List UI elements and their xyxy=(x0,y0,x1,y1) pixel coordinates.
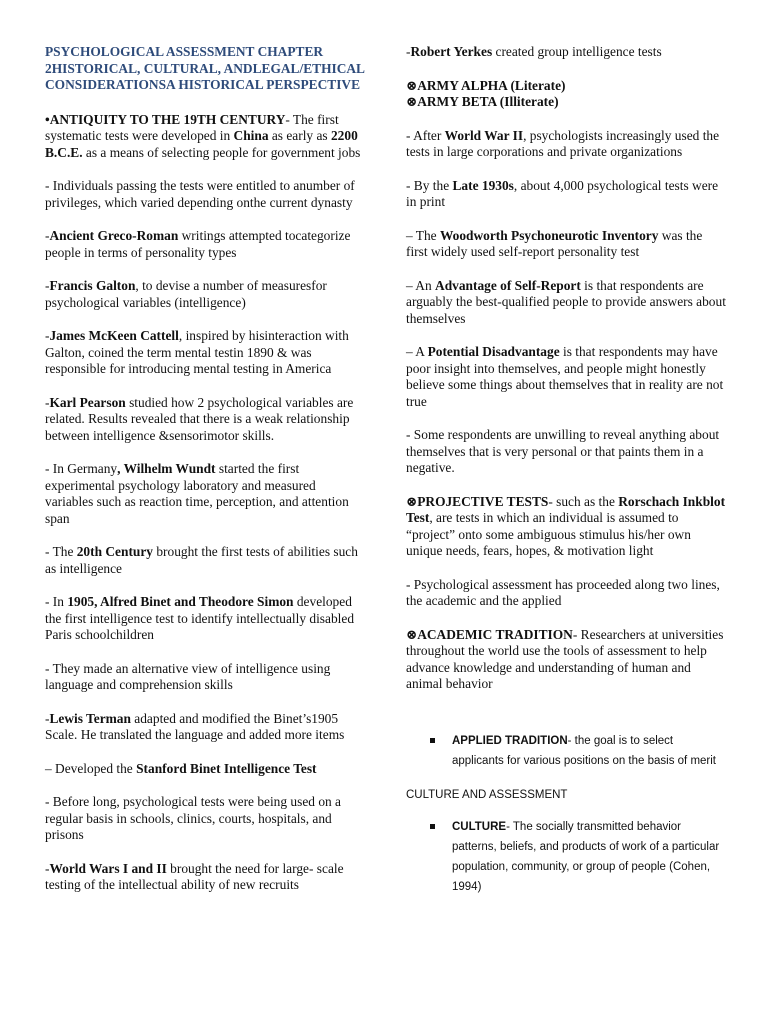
text: - After xyxy=(406,127,445,143)
paragraph-two-lines: - Psychological assessment has proceeded along two lines, the academic and the applied xyxy=(406,576,720,608)
bold-term: Lewis Terman xyxy=(49,710,131,726)
bold-term: Francis Galton xyxy=(49,278,136,293)
army-beta: ⊗ARMY BETA (Illiterate) xyxy=(406,94,559,109)
army-alpha: ⊗ARMY ALPHA (Literate) xyxy=(406,77,566,93)
bold-term: Ancient Greco-Roman xyxy=(49,228,179,243)
bold-term: CULTURE xyxy=(452,820,507,833)
text: as early as xyxy=(268,128,331,143)
paragraph-alternative-view: - They made an alternative view of intelligence using language and comprehension skills xyxy=(45,660,331,692)
paragraph-antiquity xyxy=(45,112,367,162)
bold-term: Advantage of Self-Report xyxy=(435,277,581,293)
paragraph-army-tests xyxy=(406,78,726,111)
text: - such as the xyxy=(548,493,619,509)
text: started the first experimental psychology laboratory and measured variables such as reaction time, perception, and attention span xyxy=(45,461,349,526)
bold-term: Karl Pearson xyxy=(49,394,126,410)
bold-term: Stanford Binet Intelligence Test xyxy=(136,760,317,776)
paragraph-ww2 xyxy=(406,128,726,161)
paragraph-pearson xyxy=(45,395,367,445)
text: - Researchers at universities throughout the world use the tools of assessment to help advance knowledge and understanding of human and animal behavior xyxy=(406,626,724,691)
text: created group intelligence tests xyxy=(492,44,662,59)
square-bullet-icon xyxy=(430,738,435,743)
text: - The xyxy=(45,544,77,559)
bold-term: ⊗PROJECTIVE TESTS xyxy=(406,493,549,509)
bold-term: 20th Century xyxy=(76,544,153,559)
bold-term: , Wilhelm Wundt xyxy=(117,461,216,476)
text: is that respondents are arguably the best-qualified people to provide answers about themselves xyxy=(406,277,726,326)
text: brought the need for large- scale testing of the intellectual ability of new recruits xyxy=(45,860,344,892)
bullet-dot: • xyxy=(45,111,50,127)
paragraph-world-wars xyxy=(45,861,367,894)
paragraph-1930s xyxy=(406,178,726,211)
paragraph-galton xyxy=(45,278,367,311)
paragraph-woodworth xyxy=(406,228,726,261)
bold-term: Rorschach Inkblot Test xyxy=(406,493,726,525)
paragraph-academic xyxy=(406,627,726,693)
bold-term: James McKeen Cattell xyxy=(49,328,179,343)
bullet-culture xyxy=(406,817,726,897)
left-column xyxy=(45,44,367,911)
bold-term: ⊗ACADEMIC TRADITION xyxy=(406,626,573,642)
text: – The xyxy=(406,227,440,243)
text: was the first widely used self-report personality test xyxy=(406,227,703,259)
paragraph-terman xyxy=(45,711,367,744)
bold-term: 2200 B.C.E. xyxy=(45,128,358,160)
document-title: PSYCHOLOGICAL ASSESSMENT CHAPTER 2HISTORICAL, CULTURAL, ANDLEGAL/ETHICAL CONSIDERATIONSA HISTORICAL PERSPECTIVE xyxy=(45,44,365,92)
text: - xyxy=(406,44,411,59)
paragraph-yerkes xyxy=(406,44,726,61)
paragraph-advantage xyxy=(406,278,726,328)
bold-term: World War II xyxy=(444,127,524,143)
paragraph-unwilling: - Some respondents are unwilling to reveal anything about themselves that is very personal or that paints them in a negative. xyxy=(406,427,720,475)
paragraph-stanford-binet xyxy=(45,761,367,778)
bold-term: World Wars I and II xyxy=(49,860,167,876)
bold-term: China xyxy=(233,128,269,143)
text: writings attempted tocategorize people in terms of personality types xyxy=(45,228,351,260)
paragraph-binet-simon xyxy=(45,594,367,644)
text: , about 4,000 psychological tests were in print xyxy=(406,177,719,209)
text: - xyxy=(45,710,50,726)
text: , are tests in which an individual is assumed to “project” onto some ambiguous stimulus his/her own unique needs, fears, hopes, & motivation light xyxy=(406,510,691,558)
section-heading-culture: CULTURE AND ASSESSMENT xyxy=(406,788,568,801)
text: is that respondents may have poor insight into themselves, and people might honestly believe some things about themselves that in reality are not true xyxy=(406,344,724,409)
paragraph-greco-roman xyxy=(45,228,367,261)
text: as a means of selecting people for government jobs xyxy=(82,144,361,160)
bold-term: 1905, Alfred Binet and Theodore Simon xyxy=(67,594,294,609)
paragraph-regular-basis: - Before long, psychological tests were being used on a regular basis in schools, clinics, courts, hospitals, and prisons xyxy=(45,794,341,842)
right-column xyxy=(406,44,726,913)
text: - xyxy=(45,278,50,293)
bold-term: APPLIED TRADITION xyxy=(452,734,568,747)
paragraph-20th-century xyxy=(45,544,367,577)
paragraph-privileges: - Individuals passing the tests were entitled to anumber of privileges, which varied depending onthe current dynasty xyxy=(45,178,355,210)
text: - In Germany xyxy=(45,461,118,476)
text: - xyxy=(45,394,50,410)
bullet-applied-tradition xyxy=(406,731,726,771)
text: - The socially transmitted behavior patterns, beliefs, and products of work of a particular population, community, or group of people (Cohen, 1994) xyxy=(452,820,720,893)
text: adapted and modified the Binet’s1905 Scale. He translated the language and added more items xyxy=(45,710,345,742)
text: - In xyxy=(45,594,68,609)
bold-term: Late 1930s xyxy=(452,177,514,193)
text: - xyxy=(45,228,50,243)
text: studied how 2 psychological variables are related. Results revealed that there is a weak relationship between intelligence &sensorimotor skills. xyxy=(45,394,354,443)
paragraph-disadvantage xyxy=(406,344,726,410)
text: - xyxy=(45,860,50,876)
paragraph-cattell xyxy=(45,328,367,378)
text: – An xyxy=(406,277,436,293)
text: - By the xyxy=(406,177,453,193)
text: brought the first tests of abilities such as intelligence xyxy=(45,544,358,576)
text: , to devise a number of measuresfor psychological variables (intelligence) xyxy=(45,278,327,310)
text: , inspired by hisinteraction with Galton, coined the term mental testin 1890 & was responsible for introducing mental testing in America xyxy=(45,328,349,376)
text: - The first systematic tests were developed in xyxy=(45,111,339,143)
paragraph-wundt xyxy=(45,461,367,527)
text: - xyxy=(45,328,50,343)
bold-term: ANTIQUITY TO THE 19TH CENTURY xyxy=(49,111,286,127)
square-bullet-icon xyxy=(430,824,435,829)
text: , psychologists increasingly used the tests in large corporations and private organizations xyxy=(406,127,720,159)
bold-term: Potential Disadvantage xyxy=(427,344,560,359)
text: – A xyxy=(406,344,428,359)
bold-term: Robert Yerkes xyxy=(410,44,493,59)
text: – Developed the xyxy=(45,760,137,776)
text: - the goal is to select applicants for various positions on the basis of merit xyxy=(452,734,716,767)
paragraph-projective xyxy=(406,494,726,560)
bold-term: Woodworth Psychoneurotic Inventory xyxy=(439,227,659,243)
text: developed the first intelligence test to identify intellectually disabled Paris schoolchildren xyxy=(45,594,355,642)
